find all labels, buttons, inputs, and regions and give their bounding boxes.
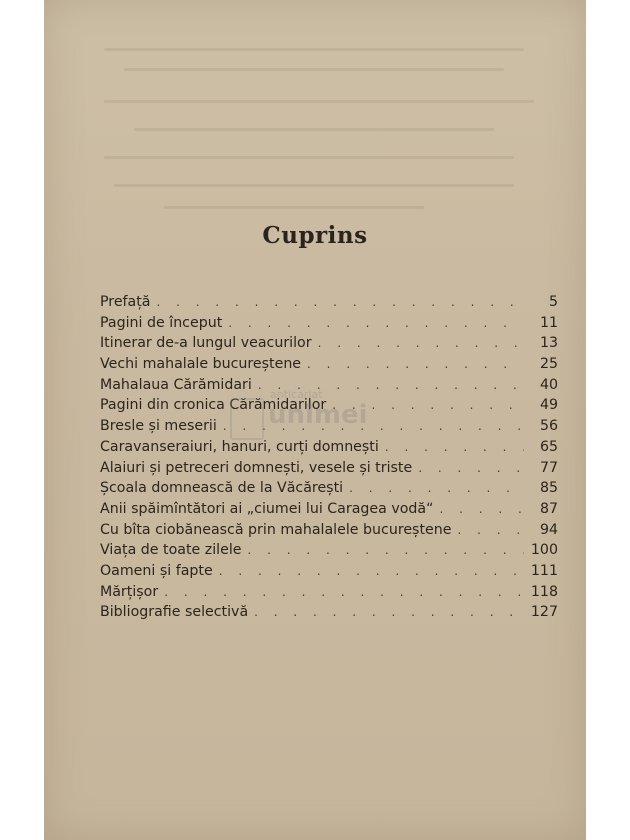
show-through-line: [164, 206, 424, 209]
toc-entry-page: 127: [530, 604, 558, 621]
toc-entry-title: Pagini din cronica Cărămidarilor: [100, 397, 327, 414]
dot-leader: [164, 582, 524, 603]
toc-entry-title: Viața de toate zilele: [100, 542, 242, 559]
toc-entry-page: 94: [539, 521, 558, 538]
toc-entry-page: 85: [539, 480, 558, 497]
dot-leader: [307, 354, 524, 375]
toc-entry-title: Bresle și meserii: [100, 418, 217, 435]
dot-leader: [258, 375, 524, 396]
watermark-big-text: unimei: [268, 400, 368, 430]
toc-entry-title: Pagini de început: [100, 314, 223, 331]
toc-entry-title: Bibliografie selectivă: [100, 604, 249, 621]
toc-entry: [100, 602, 558, 623]
toc-entry: [100, 582, 558, 603]
dot-leader: [349, 478, 524, 499]
toc-entry-title: Alaiuri și petreceri domnești, vesele și triste: [100, 459, 413, 476]
toc-entry-page: 13: [539, 335, 558, 352]
toc-entry-page: 65: [539, 438, 558, 455]
toc-entry: [100, 333, 558, 354]
toc-entry-page: 87: [539, 500, 558, 517]
toc-entry: [100, 561, 558, 582]
dot-leader: [254, 602, 524, 623]
toc-entry-title: Cu bîta ciobănească prin mahalalele bucureștene: [100, 521, 452, 538]
dot-leader: [418, 458, 524, 479]
toc-entry-title: Oameni și fapte: [100, 562, 213, 579]
toc-entry-page: 100: [530, 542, 558, 559]
toc-entry: [100, 375, 558, 396]
toc-entry-page: 118: [530, 583, 558, 600]
show-through-line: [134, 128, 494, 131]
show-through-line: [104, 48, 524, 51]
show-through-line: [124, 68, 504, 71]
book-page: [44, 0, 586, 840]
toc-entry-title: Prefață: [100, 294, 151, 310]
watermark-small-text: anticariat: [270, 388, 323, 401]
toc-entry-title: Anii spăimîntători ai „ciumei lui Caragea vodă“: [100, 500, 434, 517]
dot-leader: [228, 313, 524, 334]
toc-entry: [100, 499, 558, 520]
toc-entry: [100, 416, 558, 437]
dot-leader: [223, 416, 524, 437]
toc-entry-page: 25: [539, 356, 558, 373]
toc-entry: [100, 478, 558, 499]
toc-entry-page: 111: [530, 562, 558, 579]
toc-entry-page: 49: [539, 397, 558, 414]
toc-entry: [100, 540, 558, 561]
dot-leader: [385, 437, 524, 458]
dot-leader: [457, 520, 524, 541]
toc-entry: [100, 520, 558, 541]
toc-entry-title: Caravanseraiuri, hanuri, curți domnești: [100, 438, 379, 455]
show-through-line: [104, 100, 534, 103]
toc-entry: [100, 292, 558, 313]
show-through-line: [104, 156, 514, 159]
dot-leader: [157, 292, 524, 313]
toc-entry-title: Mahalaua Cărămidari: [100, 376, 252, 393]
dot-leader: [439, 499, 524, 520]
dot-leader: [219, 561, 524, 582]
toc-entry-page: 11: [539, 314, 558, 331]
toc-entry-title: Vechi mahalale bucureștene: [100, 356, 302, 373]
dot-leader: [332, 395, 524, 416]
page-title: Cuprins: [262, 222, 368, 249]
toc-entry-title: Școala domnească de la Văcărești: [100, 480, 344, 497]
toc-entry: [100, 458, 558, 479]
dot-leader: [318, 333, 524, 354]
toc-entry: [100, 354, 558, 375]
toc-entry-page: 56: [539, 418, 558, 435]
toc-entry-page: 77: [539, 459, 558, 476]
toc-entry-page: 5: [548, 294, 558, 310]
toc-entry-title: Itinerar de-a lungul veacurilor: [100, 335, 312, 352]
toc-entry-page: 40: [539, 376, 558, 393]
toc-entry-title: Mărțișor: [100, 583, 159, 600]
dot-leader: [248, 540, 524, 561]
toc-entry: [100, 395, 558, 416]
show-through-line: [114, 184, 514, 187]
table-of-contents: [100, 292, 558, 623]
toc-entry: [100, 437, 558, 458]
toc-entry: [100, 313, 558, 334]
